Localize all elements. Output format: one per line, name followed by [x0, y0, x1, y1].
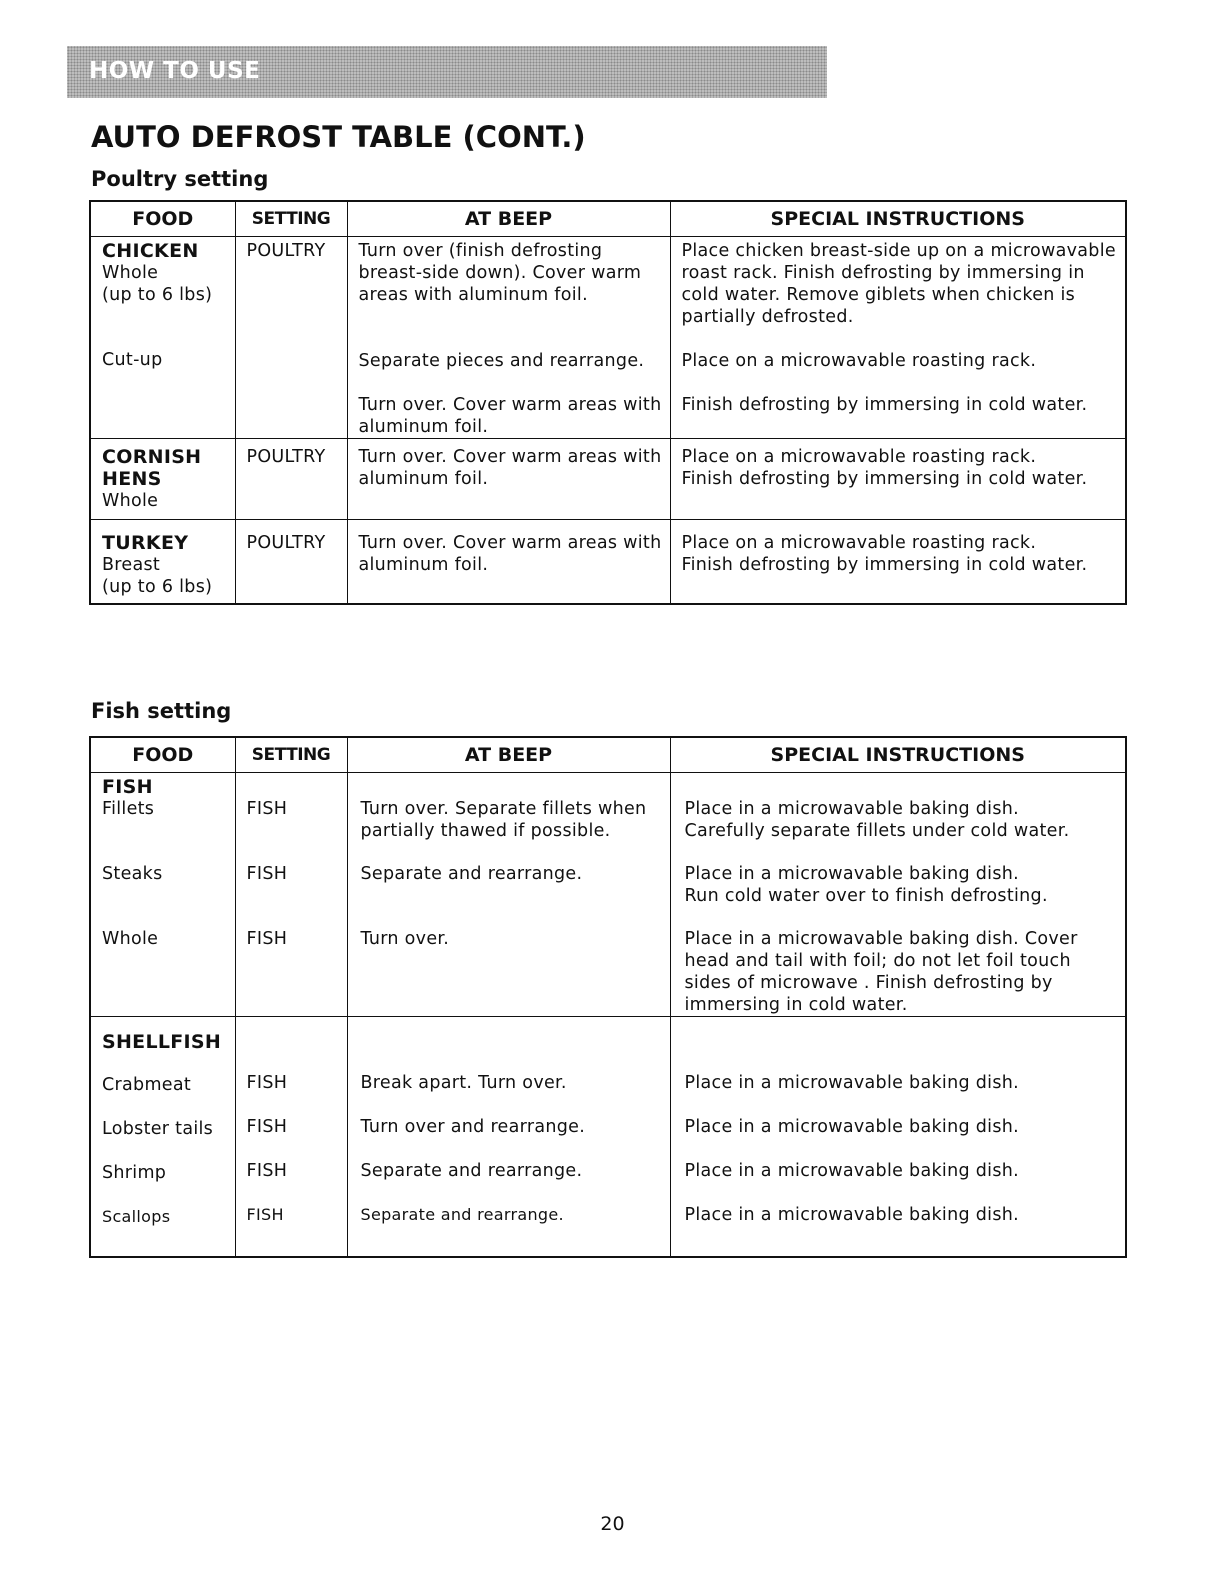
food-sub: Scallops — [102, 1207, 171, 1226]
food-sub: Whole — [102, 929, 159, 949]
header-food: FOOD — [90, 737, 235, 773]
setting-cell: POULTRY — [235, 520, 347, 605]
setting-cell: POULTRY — [235, 439, 347, 520]
food-sub: Whole — [102, 491, 159, 511]
section-banner-label: HOW TO USE — [89, 58, 261, 84]
table-row-cornish — [90, 439, 1126, 520]
food-cell — [90, 237, 235, 439]
food-name: CHICKEN — [102, 240, 199, 262]
beep-text: Separate pieces and rearrange. — [358, 351, 645, 371]
table-header-row — [90, 201, 1126, 237]
beep-cell — [347, 1017, 670, 1258]
instructions-text: Run cold water over to finish defrosting. — [684, 886, 1048, 906]
setting-text: FISH — [246, 1205, 284, 1224]
setting-text: FISH — [246, 799, 288, 819]
instructions-text: Place in a microwavable baking dish. — [684, 1073, 1019, 1093]
instructions-text: Place in a microwavable baking dish. — [684, 1161, 1019, 1181]
food-name: FISH — [102, 776, 153, 798]
food-sub: Lobster tails — [102, 1119, 214, 1139]
header-special-instructions: SPECIAL INSTRUCTIONS — [670, 201, 1126, 237]
table-row-turkey — [90, 520, 1126, 605]
instructions-text: Finish defrosting by immersing in cold water. — [681, 469, 1088, 489]
food-name: TURKEY — [102, 532, 189, 554]
instructions-text: Place on a microwavable roasting rack. — [681, 533, 1037, 553]
beep-text: Turn over (finish defrosting breast-side down). Cover warm areas with aluminum foil. — [358, 241, 642, 305]
instructions-text: Place chicken breast-side up on a microwavable roast rack. Finish defrosting by immersing in cold water. Remove giblets when chicken is partially defrosted. — [681, 241, 1116, 327]
beep-text: Break apart. Turn over. — [360, 1073, 567, 1093]
fish-table — [89, 736, 1127, 1258]
header-food: FOOD — [90, 201, 235, 237]
fish-heading: Fish setting — [91, 699, 232, 723]
food-sub: Fillets — [102, 799, 155, 819]
food-name: HENS — [102, 468, 162, 490]
instructions-cell — [670, 237, 1126, 439]
header-setting: SETTING — [235, 201, 347, 237]
setting-cell — [235, 773, 347, 1017]
food-sub: (up to 6 lbs) — [102, 577, 213, 597]
food-sub: Cut-up — [102, 350, 163, 370]
header-at-beep: AT BEEP — [347, 201, 670, 237]
beep-text: Turn over. Separate fillets when partially thawed if possible. — [360, 799, 647, 841]
instructions-text: Place on a microwavable roasting rack. — [681, 447, 1037, 467]
instructions-text: Place in a microwavable baking dish. Cover head and tail with foil; do not let foil touch sides of microwave . Finish defrosting by immersing in cold water. — [684, 929, 1078, 1015]
header-special-instructions: SPECIAL INSTRUCTIONS — [670, 737, 1126, 773]
beep-cell: Turn over. Cover warm areas with aluminum foil. — [347, 439, 670, 520]
beep-text: Turn over. — [360, 929, 450, 949]
instructions-cell — [670, 773, 1126, 1017]
instructions-text: Place in a microwavable baking dish. — [684, 1205, 1019, 1225]
table-row-fish — [90, 773, 1126, 1017]
instructions-cell — [670, 1017, 1126, 1258]
setting-cell: POULTRY — [235, 237, 347, 439]
page-number: 20 — [600, 1513, 625, 1535]
table-header-row — [90, 737, 1126, 773]
food-name: SHELLFISH — [102, 1031, 222, 1053]
food-sub: Breast — [102, 555, 161, 575]
beep-text: Separate and rearrange. — [360, 1161, 583, 1181]
header-at-beep: AT BEEP — [347, 737, 670, 773]
setting-text: FISH — [246, 1161, 288, 1181]
instructions-text: Carefully separate fillets under cold water. — [684, 821, 1070, 841]
setting-text: FISH — [246, 1073, 288, 1093]
instructions-text: Finish defrosting by immersing in cold water. — [681, 395, 1088, 415]
food-sub: (up to 6 lbs) — [102, 285, 213, 305]
header-setting: SETTING — [235, 737, 347, 773]
instructions-text: Place in a microwavable baking dish. — [684, 1117, 1019, 1137]
setting-text: FISH — [246, 864, 288, 884]
poultry-table — [89, 200, 1127, 605]
instructions-text: Finish defrosting by immersing in cold water. — [681, 555, 1088, 575]
setting-cell — [235, 1017, 347, 1258]
food-cell — [90, 439, 235, 520]
food-cell — [90, 520, 235, 605]
food-cell — [90, 773, 235, 1017]
instructions-cell — [670, 520, 1126, 605]
table-row-chicken — [90, 237, 1126, 439]
food-sub: Steaks — [102, 864, 163, 884]
section-banner — [67, 46, 827, 98]
instructions-text: Place in a microwavable baking dish. — [684, 799, 1019, 819]
beep-text: Turn over and rearrange. — [360, 1117, 586, 1137]
poultry-heading: Poultry setting — [91, 167, 269, 191]
page-title: AUTO DEFROST TABLE (CONT.) — [91, 120, 586, 154]
food-cell — [90, 1017, 235, 1258]
beep-text: Separate and rearrange. — [360, 1205, 564, 1224]
beep-cell — [347, 773, 670, 1017]
instructions-text: Place on a microwavable roasting rack. — [681, 351, 1037, 371]
food-name: CORNISH — [102, 446, 202, 468]
food-sub: Shrimp — [102, 1163, 167, 1183]
beep-cell — [347, 237, 670, 439]
instructions-text: Place in a microwavable baking dish. — [684, 864, 1019, 884]
setting-text: FISH — [246, 929, 288, 949]
food-sub: Whole — [102, 263, 159, 283]
beep-cell: Turn over. Cover warm areas with aluminum foil. — [347, 520, 670, 605]
table-row-shellfish — [90, 1017, 1126, 1258]
beep-text: Turn over. Cover warm areas with aluminum foil. — [358, 395, 662, 437]
food-sub: Crabmeat — [102, 1075, 192, 1095]
instructions-cell — [670, 439, 1126, 520]
setting-text: FISH — [246, 1117, 288, 1137]
beep-text: Separate and rearrange. — [360, 864, 583, 884]
